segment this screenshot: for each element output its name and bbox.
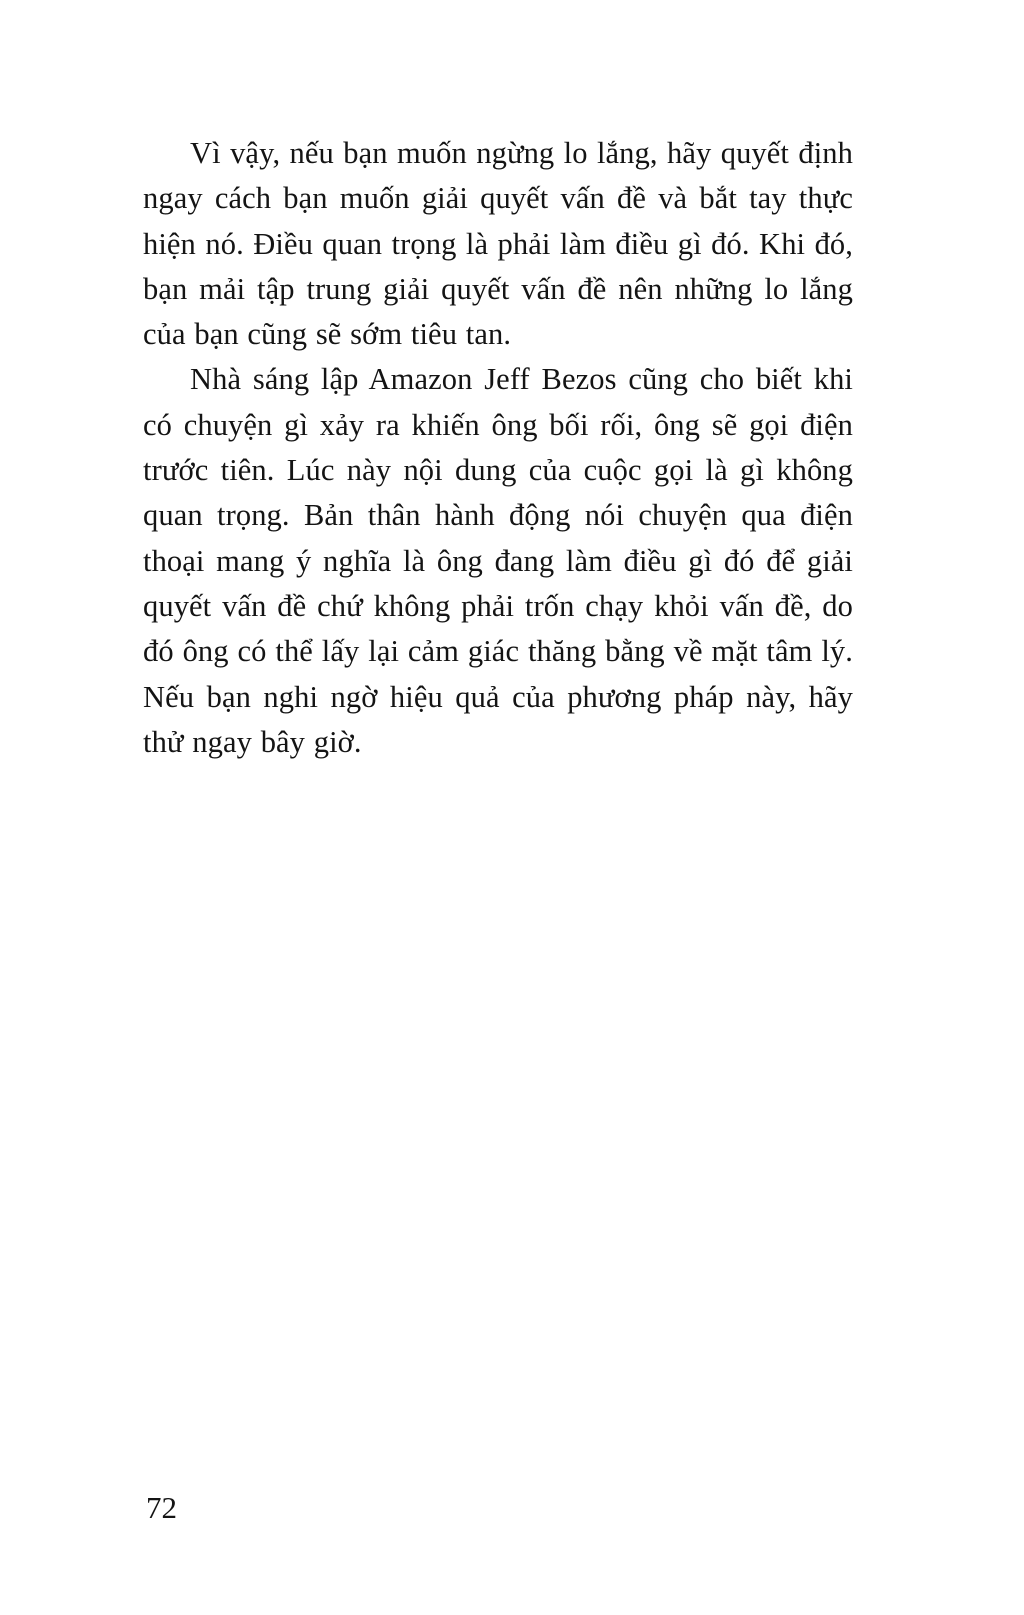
body-text-block [143,131,853,765]
paragraph: Nhà sáng lập Amazon Jeff Bezos cũng cho biết khi có chuyện gì xảy ra khiến ông bối rối, ông sẽ gọi điện trước tiên. Lúc này nội dung của cuộc gọi là gì không quan trọng. Bản thân hành động nói chuyện qua điện thoại mang ý nghĩa là ông đang làm điều gì đó để giải quyết vấn đề chứ không phải trốn chạy khỏi vấn đề, do đó ông có thể lấy lại cảm giác thăng bằng về mặt tâm lý. Nếu bạn nghi ngờ hiệu quả của phương pháp này, hãy thử ngay bây giờ. [143,362,853,759]
page-number: 72 [146,1490,177,1525]
paragraph: Vì vậy, nếu bạn muốn ngừng lo lắng, hãy quyết định ngay cách bạn muốn giải quyết vấn đề và bắt tay thực hiện nó. Điều quan trọng là phải làm điều gì đó. Khi đó, bạn mải tập trung giải quyết vấn đề nên những lo lắng của bạn cũng sẽ sớm tiêu tan. [143,136,853,352]
